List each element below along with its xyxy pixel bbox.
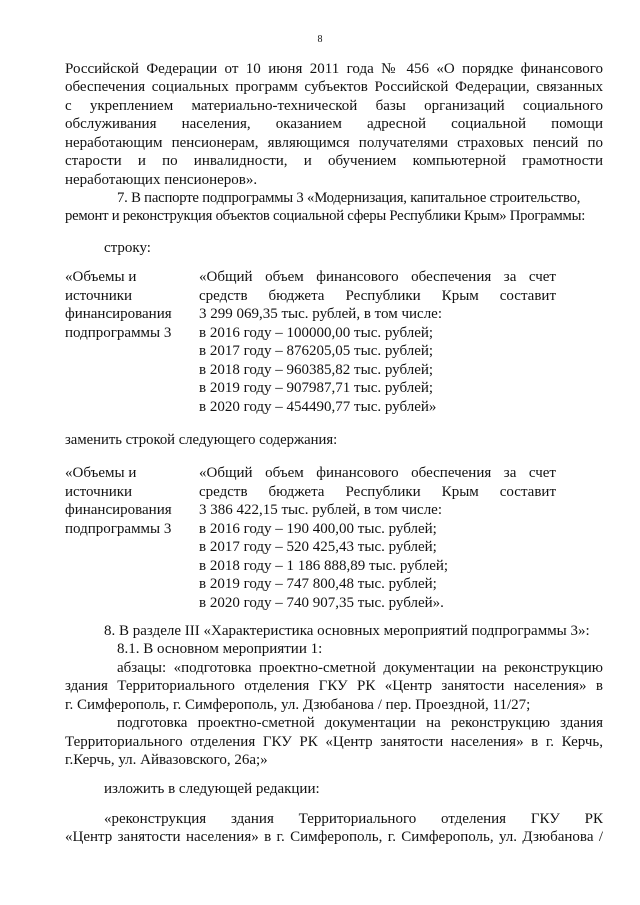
- old-row-value: [199, 268, 556, 416]
- item7-line-1: 7. В паспорте подпрограммы 3 «Модернизация, капитальное строительство,: [117, 190, 581, 206]
- old-value-2017: в 2017 году – 876205,05 тыс. рублей;: [199, 343, 434, 359]
- old-value-2020: в 2020 году – 454490,77 тыс. рублей»: [199, 398, 437, 415]
- old-value-2016: в 2016 году – 100000,00 тыс. рублей;: [199, 324, 434, 341]
- intro-line-4: обслуживания населения, оказанием адресной социальной помощи: [65, 116, 603, 132]
- intro-line-3: с укреплением материально-технической базы организаций социального: [65, 98, 603, 114]
- item8-line-1: 8. В разделе III «Характеристика основных мероприятий подпрограммы 3»:: [104, 623, 590, 639]
- abzacy-line-3: г. Симферополь, г. Симферополь, ул. Дзюбанова / пер. Проездной, 11/27;: [65, 697, 531, 713]
- stroku-label: строку:: [104, 240, 151, 256]
- podgotovka-line-3: г.Керчь, ул. Айвазовского, 26а;»: [65, 752, 268, 768]
- intro-line-2: обеспечения социальных программ субъектов Российской Федерации, связанных: [65, 79, 603, 95]
- old-value-2019: в 2019 году – 907987,71 тыс. рублей;: [199, 380, 434, 396]
- old-label-line: подпрограммы 3: [65, 324, 172, 341]
- item7-line-2: ремонт и реконструкция объектов социальной сферы Республики Крым» Программы:: [65, 208, 586, 224]
- old-label-line: финансирования: [65, 306, 172, 322]
- new-value-line: средств бюджета Республики Крым составит: [199, 483, 556, 500]
- old-value-line: средств бюджета Республики Крым составит: [199, 287, 556, 304]
- replace-text: заменить строкой следующего содержания:: [65, 432, 338, 448]
- old-value-total: 3 299 069,35 тыс. рублей, в том числе:: [199, 306, 443, 322]
- podgotovka-line-1: подготовка проектно-сметной документации на реконструкцию здания: [117, 715, 603, 731]
- old-value-2018: в 2018 году – 960385,82 тыс. рублей;: [199, 361, 434, 378]
- new-value-total: 3 386 422,15 тыс. рублей, в том числе:: [199, 502, 443, 518]
- item8-line-2: 8.1. В основном мероприятии 1:: [117, 641, 323, 657]
- new-value-2020: в 2020 году – 740 907,35 тыс. рублей».: [199, 594, 444, 611]
- intro-line-7: неработающих пенсионеров».: [65, 172, 258, 188]
- new-label-line: финансирования: [65, 502, 172, 518]
- page-number: 8: [317, 34, 323, 45]
- intro-line-1: Российской Федерации от 10 июня 2011 года № 456 «О порядке финансового: [65, 61, 603, 77]
- old-label-line: источники: [65, 287, 133, 304]
- abzacy-line-2: здания Территориального отделения ГКУ РК «Центр занятости населения» в: [65, 678, 603, 694]
- rekonstrukcia-line-1: «реконструкция здания Территориального отделения ГКУ РК: [104, 811, 603, 827]
- intro-line-6: старости и по инвалидности, и обучением компьютерной грамотности: [65, 153, 603, 169]
- abzacy-line-1: абзацы: «подготовка проектно-сметной документации на реконструкцию: [117, 660, 603, 676]
- new-label-line: «Объемы и: [65, 465, 137, 481]
- rekonstrukcia-line-2: «Центр занятости населения» в г. Симферополь, г. Симферополь, ул. Дзюбанова /: [65, 829, 603, 845]
- new-value-2018: в 2018 году – 1 186 888,89 тыс. рублей;: [199, 557, 449, 574]
- new-label-line: подпрограммы 3: [65, 520, 172, 537]
- new-label-line: источники: [65, 483, 133, 500]
- old-row-label: [65, 268, 185, 342]
- new-row-value: [199, 464, 556, 612]
- new-value-line: «Общий объем финансового обеспечения за счет: [199, 465, 556, 481]
- izlozhit-text: изложить в следующей редакции:: [104, 781, 320, 797]
- new-row-label: [65, 464, 185, 538]
- old-value-line: «Общий объем финансового обеспечения за счет: [199, 269, 556, 285]
- podgotovka-line-2: Территориального отделения ГКУ РК «Центр занятости населения» в г. Керчь,: [65, 734, 603, 750]
- old-label-line: «Объемы и: [65, 269, 137, 285]
- new-value-2017: в 2017 году – 520 425,43 тыс. рублей;: [199, 539, 437, 555]
- new-value-2016: в 2016 году – 190 400,00 тыс. рублей;: [199, 520, 437, 537]
- new-value-2019: в 2019 году – 747 800,48 тыс. рублей;: [199, 576, 437, 592]
- intro-line-5: неработающим пенсионерам, являющимся получателями страховых пенсий по: [65, 135, 603, 151]
